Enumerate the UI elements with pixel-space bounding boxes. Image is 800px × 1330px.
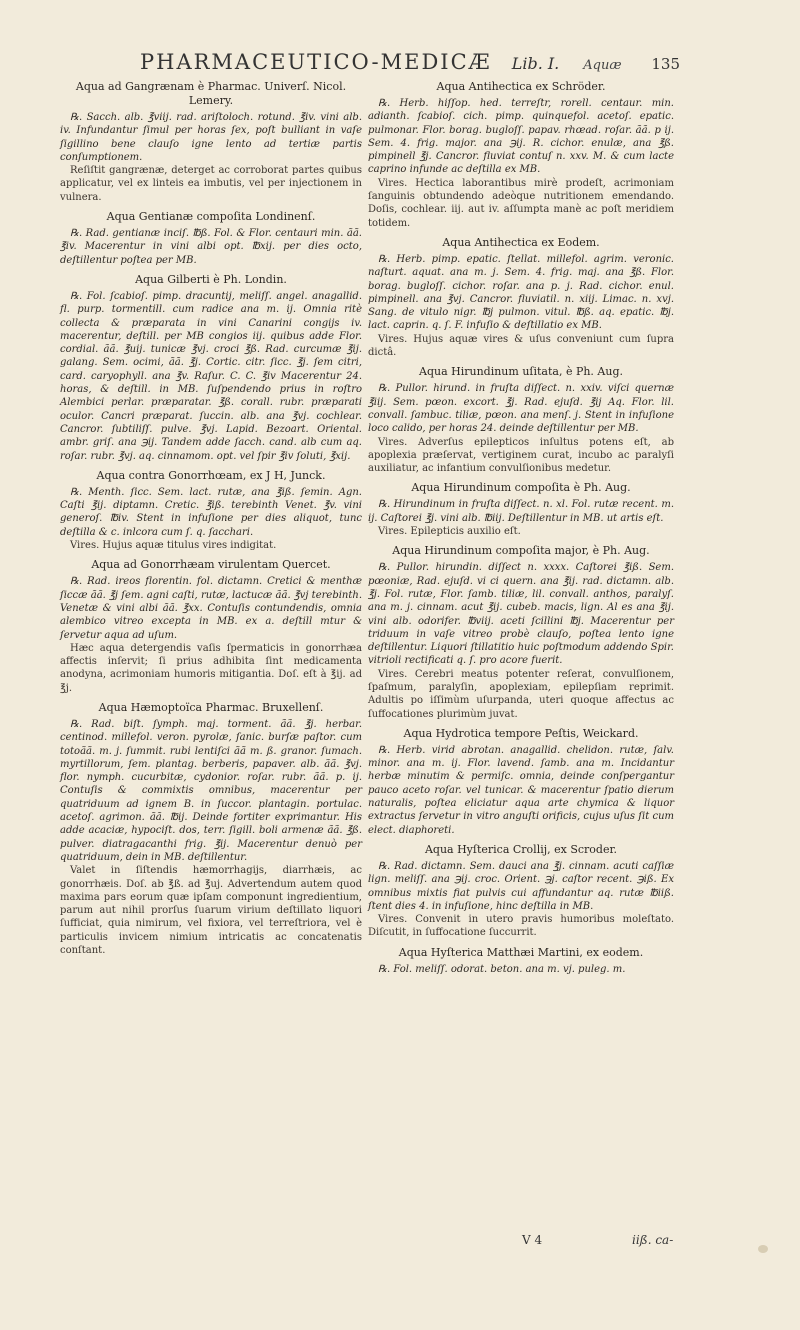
recipe-section <box>60 80 362 204</box>
recipe-text: ℞. Herb. pimp. epatic. ſtellat. millefol. agrim. veronic. naſturt. aquat. ana m. j. Sem. 4. frig. maj. ana ℥ß. Flor. borag. bugloſſ. cichor. roſar. ana p. j. Rad. cichor. enul. pimpinell. ana ℥vj. Cancror. fluviatil. n. xiij. Limac. n. xvj. Sang. de vitulo nigr. ℔j pulmon. vitul. ℔ß. aq. epatic. ℔j. lact. caprin. q. ſ. F. infuſio & deſtillatio ex MB. <box>368 253 674 332</box>
recipe-section <box>368 946 674 976</box>
recipe-section <box>60 273 362 463</box>
recipe-section <box>60 558 362 695</box>
recipe-text: ℞. Fol. meliſſ. odorat. beton. ana m. vj. puleg. m. <box>378 963 626 975</box>
section-title: Aqua Hydrotica tempore Peſtis, Weickard. <box>403 726 639 740</box>
recipe-section <box>60 701 362 957</box>
section-title: Aqua Hirundinum compoſita major, è Ph. Aug. <box>392 544 650 558</box>
recipe-text: ℞. Hirundinum in fruſta diſſect. n. xl. Fol. rutæ recent. m. ij. Caſtorei ℥j. vini alb. ℔iij. Deſtillentur in MB. ut artis eſt. <box>368 499 674 524</box>
book-number: Lib. I. <box>511 54 560 73</box>
recipe-text: ℞. Rad. biſt. ſymph. maj. torment. ãã. ℥j. herbar. centinod. millefol. veron. pyrolæ, ſanic. burſæ paſtor. cum totoãã. m. j. ſummit. rubi lentiſci ãã m. ß. granor. ſumach. myrtillorum, ſem. plantag. berberis, papaver. alb. ãã. ℥vj. flor. nymph. cucurbitæ, cydonior. roſar. rubr. ãã. p. ij. Contuſis & commixtis omnibus, macerentur per quatriduum ad ignem B. in ſuccor. plantagin. portulac. acetoſ. agrimon. ãã. ℔ij. Deinde fortiter exprimantur. His adde acaciæ, hypociſt. dos, terr. ſigill. boli armenæ ãã. ℥ß. pulver. diatragacanthi frig. ℥ij. Macerentur denuò per quatriduum, dein in MB. deſtillentur. <box>60 718 362 863</box>
footer-catchword: iiß. ca- <box>632 1233 674 1247</box>
recipe-section <box>60 469 362 552</box>
running-title: PHARMACEUTICO-MEDICÆ <box>140 50 492 74</box>
recipe-text: ℞. Herb. hiſſop. hed. terreſtr, rorell. centaur. min. adianth. ſcabioſ. cich. pimp. quinquefol. acetoſ. epatic. pulmonar. Flor. borag. bugloſſ. papav. rhœad. roſar. ãã. p ij. Sem. 4. frig. major. ana ℈ij. R. cichor. enulæ, ana ℥ß. pimpinell ℥j. Cancror. fluviat contuſ n. xxv. M. & cum lacte caprino infunde ac deſtilla ex MB. <box>368 98 674 176</box>
page-header <box>140 50 680 78</box>
section-title: Aqua Hæmoptoïca Pharmac. Bruxellenſ. <box>98 700 324 714</box>
recipe-section <box>368 843 674 940</box>
virtues-text: Vires. Hujus aquæ titulus vires indigitat. <box>70 540 277 552</box>
recipe-text: ℞. Fol. ſcabioſ. pimp. dracuntij, meliſſ. angel. anagallid. fl. purp. tormentill. cum radice ana m. ij. Omnia ritè collecta & præparata in vini Canarini congijs iv. macerentur, deſtill. per MB congios iij. quibus adde Flor. cordial. ãã. ℥uij. tunicæ ℥vj. croci ℥ß. Rad. curcumæ ℥ij. galang. Sem. ocimi, ãã. ℥j. Cortic. citr. ſicc. ℥j. ſem citri, card. caryophyll. ana ℥v. Raſur. C. C. ℥iv Macerentur 24. horas, & deſtill. in MB. ſuſpendendo prius in roſtro Alembici perlar. præparatar. ℥ß. corall. rubr. præparati oculor. Cancri præparat. ſuccin. alb. ana ℥vj. cochlear. Cancror. ſubtiliſſ. pulve. ℥vj. Lapid. Bezoart. Oriental. ambr. griſ. ana ℈ij. Tandem adde ſacch. cand. alb cum aq. roſar. rubr. ℥vj. aq. cinnamom. opt. vel ſpir ℥iv ſoluti, ℥xij. <box>60 290 362 462</box>
recipe-text: ℞. Herb. virid abrotan. anagallid. chelidon. rutæ, ſalv. minor. ana m. ij. Flor. lavend. ſamb. ana m. Incidantur herbæ minutim & permiſc. omnia, deinde conſpergantur pauco aceto roſar. vel tunicar. & macerentur ſpatio dierum naturalis, poſtea eliciatur aqua arte chymica & liquor extractus ſervetur in vitro anguſti orificis, cujus uſus ſit cum elect. diaphoreti. <box>368 744 674 836</box>
left-column <box>60 80 362 957</box>
section-title: Aqua Hirundinum compoſita è Ph. Aug. <box>411 481 631 495</box>
virtues-text: Vires. Convenit in utero pravis humoribus moleſtato. Diſcutit, in ſuffocatione ſuccurrit. <box>368 914 674 939</box>
virtues-text: Valet in ſiſtendis hæmorrhagijs, diarrhæis, ac gonorrhæis. Doſ. ab ℥ß. ad ℥uj. Advertendum autem quod maxima pars eorum quæ ipſam componunt ingredientium, parum aut nihil prorſus ſuarum virium deſtillato liquori ſufficiat, quia nimirum, vel fixiora, vel terreſtriora, vel è particulis invicem nimium intricatis ac concatenatis conſtant. <box>60 865 362 957</box>
recipe-text: ℞. Sacch. alb. ℥viij. rad. ariſtoloch. rotund. ℥iv. vini alb. iv. Infundantur ſimul per horas ſex, poſt bulliant in vaſe ſigillino bene clauſo igne lento ad tertiæ partis conſumptionem. <box>60 112 362 163</box>
section-title: Aqua Antihectica ex Eodem. <box>442 235 600 249</box>
recipe-text: ℞. Rad. ireos florentin. fol. dictamn. Cretici & menthæ ſiccæ ãã. ℥j ſem. agni caſti, rutæ, lactucæ ãã. ℥vj terebinth. Venetæ & vini albi ãã. ℥xx. Contuſis contundendis, omnia alembico vitreo excepta in MB. ex a. deſtill mtur & ſervetur aqua ad uſum. <box>60 576 362 641</box>
recipe-text: ℞. Pullor. hirundin. diſſect n. xxxx. Caſtorei ℥iß. Sem. pœoniæ, Rad. ejuſd. vi ci quern. ana ℥ij. rad. dictamn. alb. ℥j. Fol. rutæ, Flor. ſamb. tiliæ, lil. convall. anthos, paralyſ. ana m. j. cinnam. acut ℥ij. cubeb. macis, lign. Al es ana ℥ij. vini alb. odorifer. ℔viij. aceti ſcillini ℔j. Macerentur per triduum in vaſe vitreo probè clauſo, poſtea lento igne deſtillentur. Liquori ſtillatitio huic poſtmodum addendo Spir. vitrioli rectificati q. ſ. pro acore fuerit. <box>368 562 674 667</box>
signature-mark: V 4 <box>522 1233 543 1247</box>
recipe-text: ℞. Rad. gentianæ inciſ. ℔ß. Fol. & Flor. centauri min. ãã. ℥iv. Macerentur in vini albi opt. ℔xij. per dies octo, deſtillentur poſtea per MB. <box>60 228 362 266</box>
recipe-section <box>368 236 674 359</box>
section-title: Aqua Hyſterica Matthæi Martini, ex eodem. <box>398 945 644 959</box>
recipe-section <box>368 80 674 230</box>
recipe-section <box>368 365 674 475</box>
virtues-text: Vires. Hectica laborantibus mirè prodeſt, acrimoniam ſanguinis obtundendo adeòque nutritionem emendando. Doſis, cochlear. iij. aut iv. aſſumpta manè ac poſt meridiem totidem. <box>368 177 674 229</box>
paper-stain <box>758 1245 768 1253</box>
section-title: Aqua contra Gonorrhœam, ex J H, Junck. <box>96 468 326 482</box>
section-title: Aqua Hirundinum uſitata, è Ph. Aug. <box>419 365 623 379</box>
section-title: Aqua Gilberti è Ph. Londin. <box>135 272 287 286</box>
virtues-text: Vires. Adverſus epilepticos inſultus potens eſt, ab apoplexia præſervat, vertiginem curat, incubo ac paralyſi auxiliatur, ac infantium convulſionibus medetur. <box>368 436 674 475</box>
virtues-text: Reſiſtit gangrænæ, deterget ac corroborat partes quibus applicatur, vel ex linteis ea imbutis, vel per injectionem in vulnera. <box>60 165 362 203</box>
virtues-text: Hæc aqua detergendis vaſis ſpermaticis in gonorrhæa affectis inſervit; ſi prius adhibita ſint medicamenta anodyna, acrimoniam humoris mitigantia. Doſ. eſt à ℥ij. ad ℥j. <box>60 642 362 694</box>
page-number: 135 <box>651 55 680 73</box>
header-catchword: Aquæ <box>583 58 622 73</box>
recipe-section <box>368 481 674 538</box>
recipe-section <box>60 210 362 267</box>
virtues-text: Vires. Hujus aquæ vires & uſus conveniunt cum ſupra dictâ. <box>368 333 674 359</box>
recipe-section <box>368 727 674 837</box>
section-title: Aqua Antihectica ex Schröder. <box>436 80 606 93</box>
section-title: Aqua ad Gangrænam è Pharmac. Univerſ. Nicol. Lemery. <box>75 80 347 107</box>
virtues-text: Vires. Epilepticis auxilio eſt. <box>378 526 521 538</box>
recipe-text: ℞. Rad. dictamn. Sem. dauci ana ℥j. cinnam. acuti caſſiæ lign. meliſſ. ana ℈ij. croc. Orient. ℈j. caſtor recent. ℈iß. Ex omnibus mixtis fiat pulvis cui affundantur aq. rutæ ℔iiß. ſtent dies 4. in infuſione, hinc deſtilla in MB. <box>368 860 674 912</box>
section-title: Aqua ad Gonorrhæam virulentam Quercet. <box>91 558 331 572</box>
section-title: Aqua Gentianæ compoſita Londinenſ. <box>106 210 316 224</box>
right-column <box>368 80 674 976</box>
recipe-section <box>368 544 674 721</box>
section-title: Aqua Hyſterica Crollij, ex Scroder. <box>424 842 618 856</box>
recipe-text: ℞. Menth. ſicc. Sem. lact. rutæ, ana ℥iß. ſemin. Agn. Caſti ℥ij. diptamn. Cretic. ℥iß. terebinth Venet. ℥v. vini generoſ. ℔iv. Stent in infuſione per dies aliquot, tunc deſtilla & c. inlcora cum ſ. q. ſacchari. <box>60 486 362 538</box>
virtues-text: Vires. Cerebri meatus potenter reſerat, convulſionem, ſpaſmum, paralyſin, apoplexiam, epilepſiam reprimit. Adultis po iſſimùm uſurpanda, uteri quoque affectus ac ſuffocationes plurimùm juvat. <box>368 668 674 720</box>
recipe-text: ℞. Pullor. hirund. in fruſta diſſect. n. xxiv. viſci quernæ ℥iij. Sem. pœon. excort. ℥j. Rad. ejuſd. ℥ij Aq. Flor. lil. convall. ſambuc. tiliæ, pœon. ana menſ. j. Stent in infuſione loco calido, per horas 24. deinde deſtillentur per MB. <box>368 383 674 435</box>
